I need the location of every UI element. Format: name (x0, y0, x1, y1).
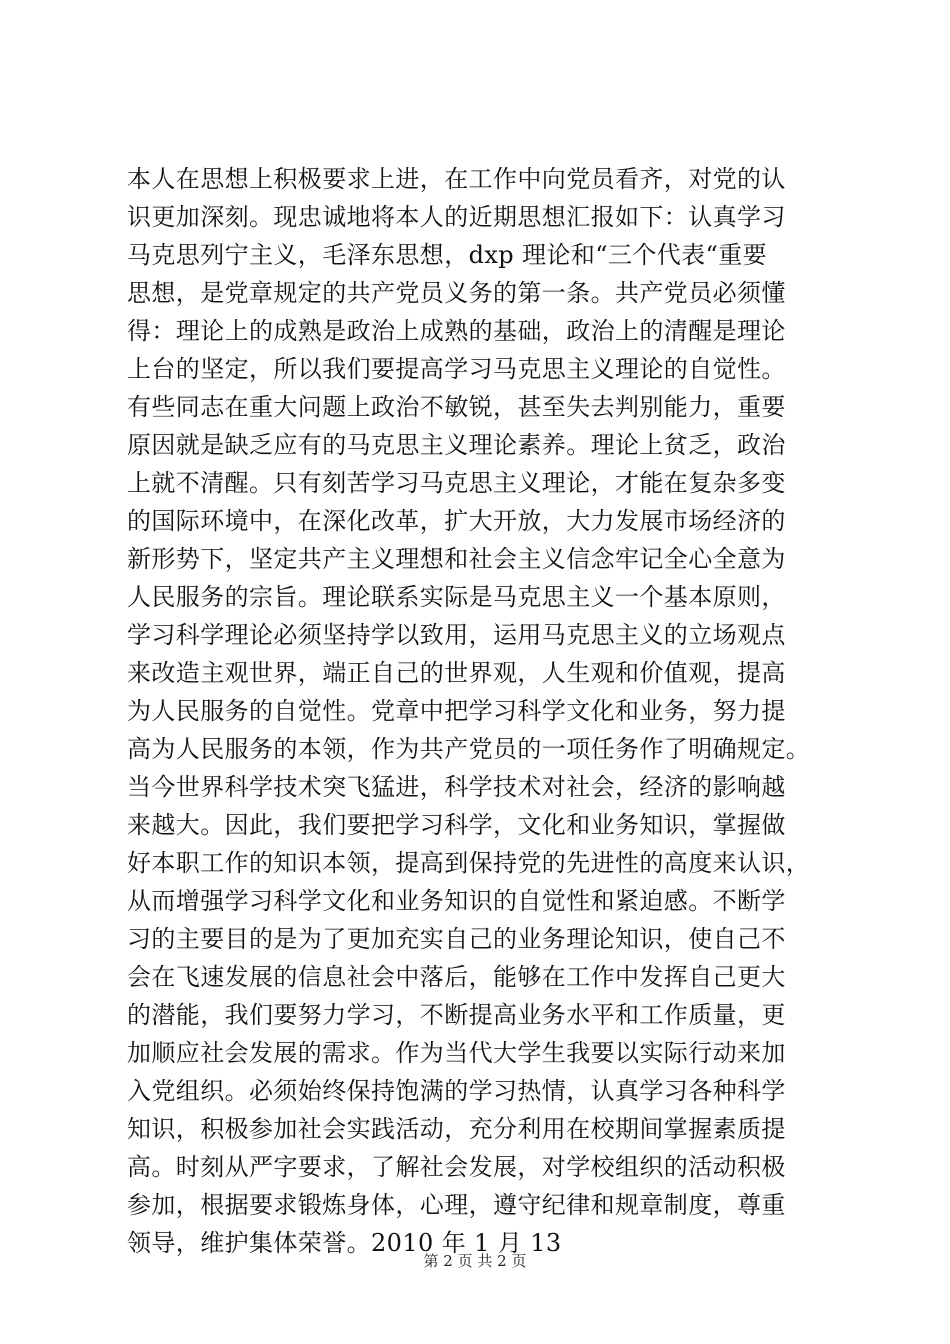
text-line: 原因就是缺乏应有的马克思主义理论素养。理论上贫乏，政治 (127, 431, 786, 459)
text-line: 本人在思想上积极要求上进，在工作中向党员看齐，对党的认 (127, 165, 786, 193)
text-line: 为人民服务的自觉性。党章中把学习科学文化和业务，努力提 (127, 697, 786, 725)
text-line: 当今世界科学技术突飞猛进，科学技术对社会，经济的影响越 (127, 773, 786, 801)
text-line: 好本职工作的知识本领，提高到保持党的先进性的高度来认识， (127, 849, 811, 877)
body-text (127, 160, 847, 1262)
text-line: 马克思列宁主义，毛泽东思想，dxp 理论和“三个代表“重要 (127, 241, 768, 269)
text-line: 有些同志在重大问题上政治不敏锐，甚至失去判别能力，重要 (127, 393, 786, 421)
text-line: 入党组织。必须始终保持饱满的学习热情，认真学习各种科学 (127, 1077, 786, 1105)
text-line: 的潜能，我们要努力学习，不断提高业务水平和工作质量，更 (127, 1001, 786, 1029)
text-line: 高为人民服务的本领，作为共产党员的一项任务作了明确规定。 (127, 735, 811, 763)
text-line: 思想，是党章规定的共产党员义务的第一条。共产党员必须懂 (127, 279, 786, 307)
text-line: 知识，积极参加社会实践活动，充分利用在校期间掌握素质提 (127, 1115, 786, 1143)
text-line: 上台的坚定，所以我们要提高学习马克思主义理论的自觉性。 (127, 355, 786, 383)
text-line: 得：理论上的成熟是政治上成熟的基础，政治上的清醒是理论 (127, 317, 786, 345)
text-line: 人民服务的宗旨。理论联系实际是马克思主义一个基本原则， (127, 583, 786, 611)
page-footer (0, 1250, 950, 1272)
text-line: 领导，维护集体荣誉。2010 年 1 月 13 (127, 1229, 562, 1257)
text-line: 习的主要目的是为了更加充实自己的业务理论知识，使自己不 (127, 925, 786, 953)
text-line: 学习科学理论必须坚持学以致用，运用马克思主义的立场观点 (127, 621, 786, 649)
text-line: 来越大。因此，我们要把学习科学，文化和业务知识，掌握做 (127, 811, 786, 839)
text-line: 会在飞速发展的信息社会中落后，能够在工作中发挥自己更大 (127, 963, 786, 991)
text-line: 的国际环境中，在深化改革，扩大开放，大力发展市场经济的 (127, 507, 786, 535)
text-line: 上就不清醒。只有刻苦学习马克思主义理论，才能在复杂多变 (127, 469, 786, 497)
text-line: 新形势下，坚定共产主义理想和社会主义信念牢记全心全意为 (127, 545, 786, 573)
text-line: 从而增强学习科学文化和业务知识的自觉性和紧迫感。不断学 (127, 887, 786, 915)
text-line: 高。时刻从严字要求，了解社会发展，对学校组织的活动积极 (127, 1153, 786, 1181)
text-line: 识更加深刻。现忠诚地将本人的近期思想汇报如下：认真学习 (127, 203, 786, 231)
text-line: 加顺应社会发展的需求。作为当代大学生我要以实际行动来加 (127, 1039, 786, 1067)
text-line: 参加，根据要求锻炼身体，心理，遵守纪律和规章制度，尊重 (127, 1191, 786, 1219)
text-line: 来改造主观世界，端正自己的世界观，人生观和价值观，提高 (127, 659, 786, 687)
page-number: 第 2 页 共 2 页 (423, 1252, 527, 1270)
